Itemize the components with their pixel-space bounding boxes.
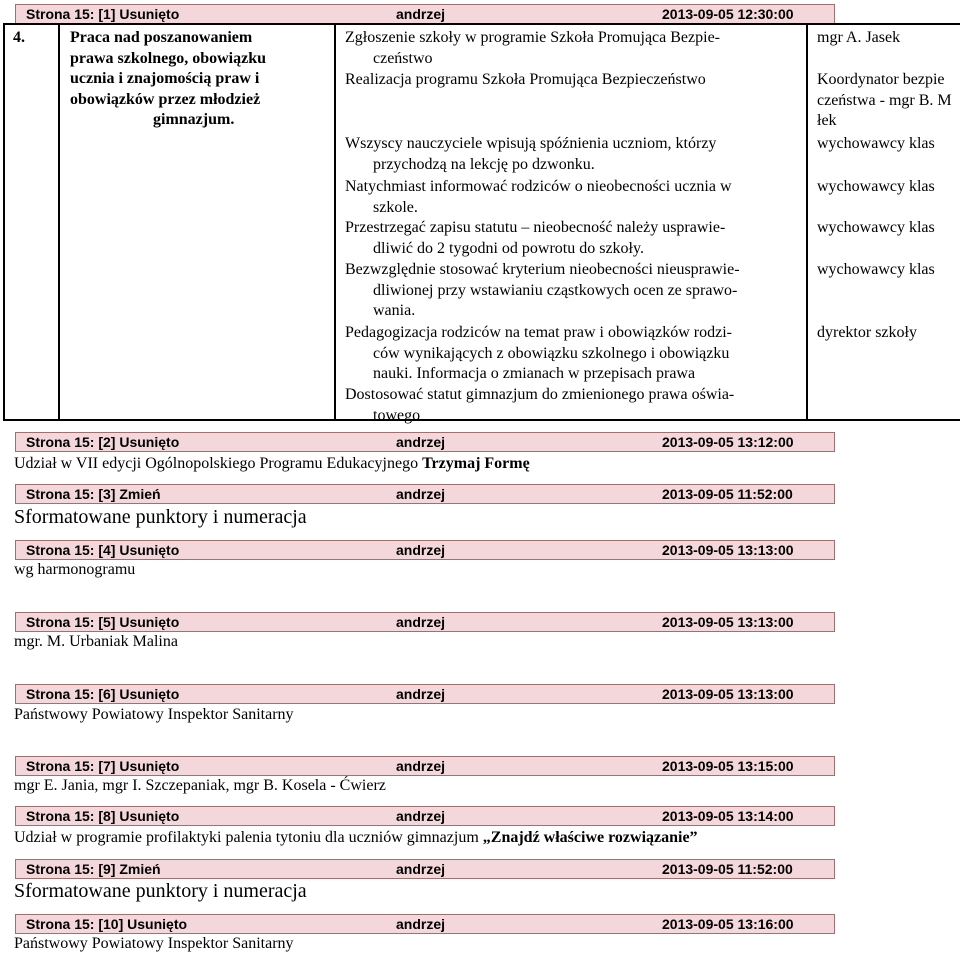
task-line: gimnazjum.	[153, 111, 235, 128]
revision-label: Strona 15: [1] Usunięto	[26, 6, 180, 22]
responsible-item: wychowawcy klas	[817, 178, 935, 195]
revision-header-5	[15, 612, 835, 632]
task-line: Praca nad poszanowaniem	[70, 29, 253, 46]
revision-user: andrzej	[396, 614, 446, 630]
revision-user: andrzej	[396, 6, 446, 22]
action-item: Wszyscy nauczyciele wpisują spóźnienia uczniom, którzy przychodzą na lekcję po dzwonku.	[345, 135, 717, 173]
action-item: Realizacja programu Szkoła Promująca Bezpieczeństwo	[345, 71, 706, 88]
responsible-item: dyrektor szkoły	[817, 324, 917, 341]
table-divider-3	[806, 23, 808, 421]
revision-date: 2013-09-05 13:13:00	[662, 614, 794, 630]
revision-text-3: Sformatowane punktory i numeracja	[14, 506, 307, 528]
revision-header-6	[15, 684, 835, 704]
revision-date: 2013-09-05 12:30:00	[662, 6, 794, 22]
revision-text-4: wg harmonogramu	[14, 561, 136, 578]
revision-label: Strona 15: [7] Usunięto	[26, 758, 180, 774]
revision-label: Strona 15: [6] Usunięto	[26, 686, 180, 702]
revision-label: Strona 15: [2] Usunięto	[26, 434, 180, 450]
task-cell	[70, 28, 323, 131]
revision-text-10: Państwowy Powiatowy Inspektor Sanitarny	[14, 935, 294, 952]
revision-user: andrzej	[396, 758, 446, 774]
revision-label: Strona 15: [5] Usunięto	[26, 614, 180, 630]
plan-table	[3, 23, 960, 423]
revision-user: andrzej	[396, 486, 446, 502]
table-border-top	[3, 23, 960, 25]
task-line: obowiązków przez młodzież	[70, 90, 261, 108]
action-item: Bezwzględnie stosować kryterium nieobecności nieusprawie- dliwionej przy wstawianiu cząstkowych ocen ze sprawo- wania.	[345, 261, 740, 319]
revision-header-7	[15, 756, 835, 776]
table-divider-1	[58, 23, 60, 421]
revision-label: Strona 15: [3] Zmień	[26, 486, 161, 502]
revision-user: andrzej	[396, 434, 446, 450]
action-item: Dostosować statut gimnazjum do zmienionego prawa oświa- towego	[345, 386, 735, 424]
responsible-item: mgr A. Jasek	[817, 29, 901, 46]
action-item: Pedagogizacja rodziców na temat praw i obowiązków rodzi- ców wynikających z obowiązku szkolnego i obowiązku nauki. Informacja o zmianach w przepisach prawa	[345, 324, 732, 382]
revision-text-9: Sformatowane punktory i numeracja	[14, 880, 307, 902]
responsible-item: czeństwa - mgr B. M	[817, 92, 952, 109]
table-border-left	[3, 23, 5, 421]
responsible-item: wychowawcy klas	[817, 261, 935, 278]
revision-text-7: mgr E. Jania, mgr I. Szczepaniak, mgr B. Kosela - Ćwierz	[14, 777, 386, 794]
revision-text-8: Udział w programie profilaktyki palenia tytoniu dla uczniów gimnazjum „Znajdź właściwe rozwiązanie”	[14, 829, 698, 846]
revision-date: 2013-09-05 11:52:00	[662, 861, 793, 877]
revision-user: andrzej	[396, 542, 446, 558]
responsible-item: wychowawcy klas	[817, 219, 935, 236]
revision-header-8	[15, 806, 835, 826]
revision-header-10	[15, 914, 835, 934]
revision-date: 2013-09-05 13:16:00	[662, 916, 794, 932]
task-line: prawa szkolnego, obowiązku	[70, 49, 267, 67]
row-number: 4.	[13, 29, 25, 46]
action-item: Przestrzegać zapisu statutu – nieobecność należy usprawie- dliwić do 2 tygodni od powrotu do szkoły.	[345, 219, 726, 257]
revision-label: Strona 15: [10] Usunięto	[26, 916, 188, 932]
revision-label: Strona 15: [8] Usunięto	[26, 808, 180, 824]
task-line: ucznia i znajomością praw i	[70, 70, 260, 87]
responsible-item: łek	[817, 112, 837, 129]
revision-header-9	[15, 859, 835, 879]
revision-label: Strona 15: [4] Usunięto	[26, 542, 180, 558]
revision-user: andrzej	[396, 808, 446, 824]
revision-header-4	[15, 540, 835, 560]
revision-date: 2013-09-05 13:14:00	[662, 808, 794, 824]
revision-text-6: Państwowy Powiatowy Inspektor Sanitarny	[14, 706, 294, 723]
revision-text-5: mgr. M. Urbaniak Malina	[14, 633, 178, 650]
revision-label: Strona 15: [9] Zmień	[26, 861, 161, 877]
revision-header-2	[15, 432, 835, 452]
revision-header-1	[15, 4, 835, 24]
revision-date: 2013-09-05 11:52:00	[662, 486, 793, 502]
action-item: Natychmiast informować rodziców o nieobecności ucznia w szkole.	[345, 178, 732, 216]
responsible-item: Koordynator bezpie	[817, 71, 945, 88]
revision-date: 2013-09-05 13:13:00	[662, 686, 794, 702]
action-item: Zgłoszenie szkoły w programie Szkoła Promująca Bezpie- czeństwo	[345, 29, 720, 67]
revision-date: 2013-09-05 13:12:00	[662, 434, 794, 450]
revision-user: andrzej	[396, 686, 446, 702]
responsible-item: wychowawcy klas	[817, 135, 935, 152]
revision-header-3	[15, 484, 835, 504]
revision-text-2: Udział w VII edycji Ogólnopolskiego Programu Edukacyjnego Trzymaj Formę	[14, 455, 530, 472]
revision-user: andrzej	[396, 916, 446, 932]
revision-user: andrzej	[396, 861, 446, 877]
table-divider-2	[334, 23, 336, 421]
revision-date: 2013-09-05 13:15:00	[662, 758, 794, 774]
revision-date: 2013-09-05 13:13:00	[662, 542, 794, 558]
